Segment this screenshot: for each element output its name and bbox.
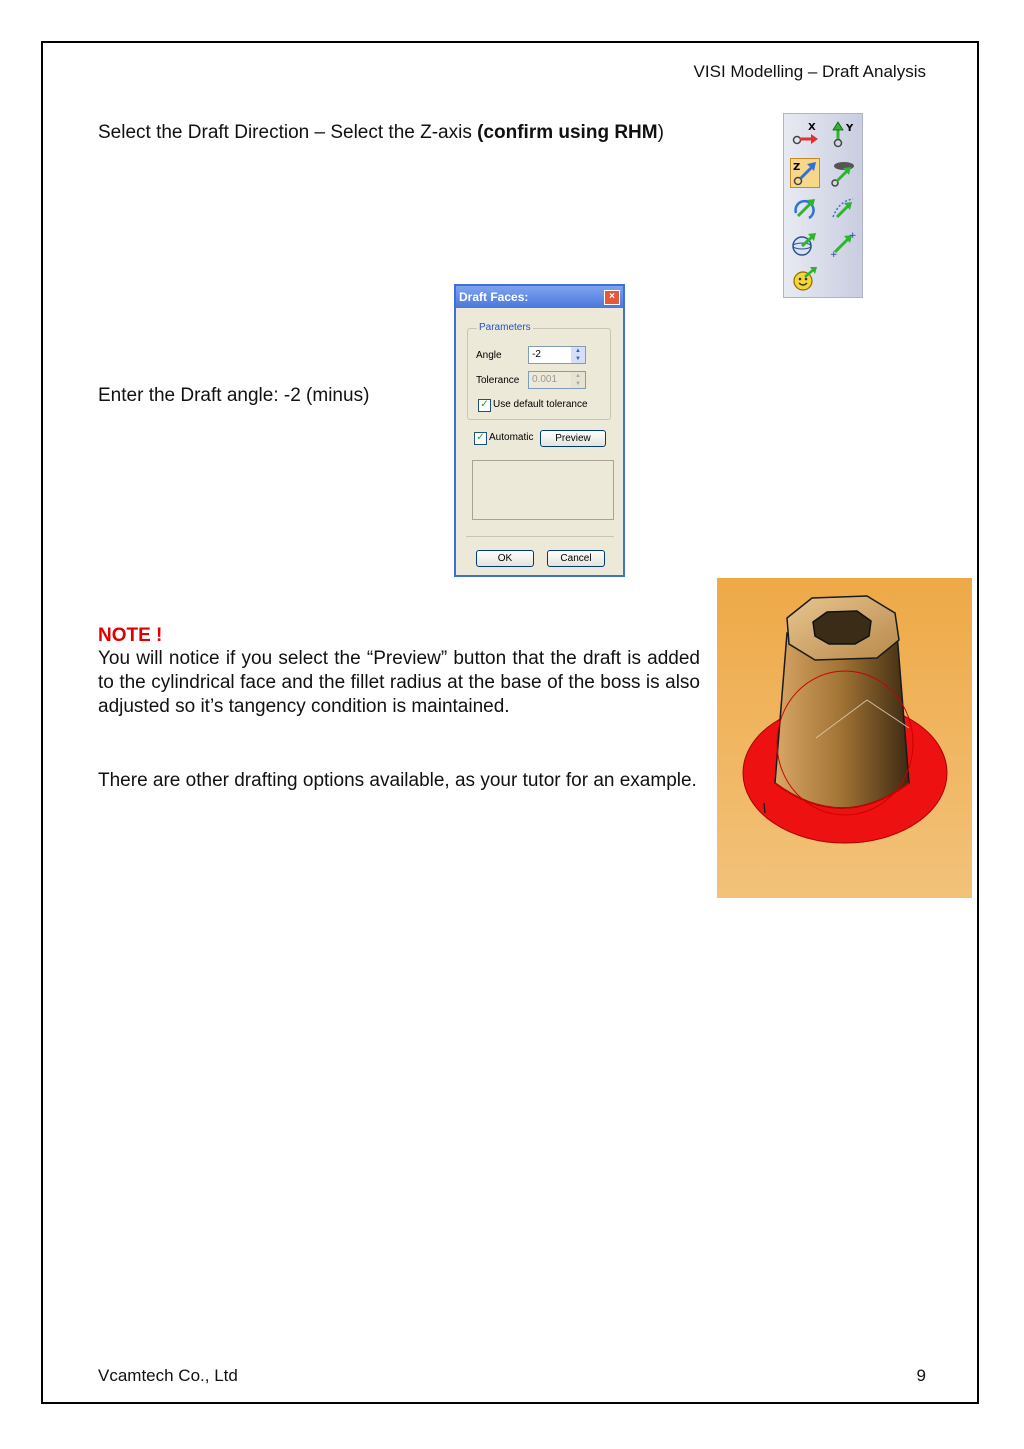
automatic-checkbox[interactable]: ✓	[474, 432, 487, 445]
x-axis-icon[interactable]	[790, 119, 820, 149]
direction-toolbar	[783, 113, 863, 298]
tolerance-label: Tolerance	[476, 375, 520, 386]
use-default-tolerance-label: Use default tolerance	[493, 399, 588, 410]
svg-text:X: X	[808, 122, 816, 133]
step-draft-direction-bold: (confirm using RHM	[477, 122, 658, 143]
draft-faces-dialog	[454, 284, 625, 577]
z-axis-icon[interactable]	[790, 158, 820, 188]
curve-direction-icon[interactable]	[828, 194, 858, 224]
y-axis-icon[interactable]	[828, 119, 858, 149]
angle-label: Angle	[476, 350, 502, 361]
tolerance-value: 0.001	[532, 374, 558, 385]
preview-button[interactable]: Preview	[540, 430, 606, 447]
ok-button[interactable]: OK	[476, 550, 534, 567]
tolerance-input[interactable]	[528, 371, 586, 389]
step-draft-direction	[98, 121, 664, 145]
two-point-icon[interactable]	[828, 229, 858, 259]
dialog-title: Draft Faces:	[459, 290, 529, 304]
step-draft-angle: Enter the Draft angle: -2 (minus)	[98, 385, 370, 406]
step-draft-direction-end: )	[657, 122, 664, 143]
close-icon[interactable]: ×	[604, 290, 620, 305]
svg-text:Y: Y	[846, 123, 854, 134]
page-header: VISI Modelling – Draft Analysis	[693, 62, 926, 81]
footer-company: Vcamtech Co., Ltd	[98, 1366, 238, 1385]
smiley-icon[interactable]	[790, 264, 820, 294]
tolerance-spinner-icon: ▲ ▼	[571, 372, 585, 388]
page-number: 9	[916, 1366, 926, 1385]
parameters-group-label: Parameters	[479, 322, 531, 333]
message-panel	[472, 460, 614, 520]
note-section	[98, 625, 700, 719]
note-text: You will notice if you select the “Preview” button that the draft is added to the cylindrical face and the fillet radius at the base of the boss is also adjusted so it’s tangency condition is maintained.	[98, 648, 700, 717]
svg-text:Z: Z	[793, 162, 801, 173]
view-direction-icon[interactable]	[828, 158, 858, 188]
angle-value: -2	[532, 349, 541, 360]
svg-text:+: +	[830, 250, 838, 258]
angle-input[interactable]	[528, 346, 586, 364]
parameters-group	[467, 322, 611, 420]
dialog-title-bar	[456, 286, 623, 308]
note-title: NOTE !	[98, 625, 163, 646]
dialog-separator	[466, 536, 614, 537]
rotate-axis-icon[interactable]	[790, 194, 820, 224]
other-options-text: There are other drafting options available, as your tutor for an example.	[98, 770, 697, 791]
face-normal-icon[interactable]	[790, 229, 820, 259]
automatic-label: Automatic	[489, 432, 534, 443]
draft-preview-render	[717, 578, 972, 898]
cancel-button[interactable]: Cancel	[547, 550, 605, 567]
use-default-tolerance-checkbox[interactable]: ✓	[478, 399, 491, 412]
svg-text:+: +	[849, 231, 857, 241]
angle-spinner-icon[interactable]: ▲ ▼	[571, 347, 585, 363]
step-draft-direction-text: Select the Draft Direction – Select the Z-axis	[98, 122, 478, 143]
